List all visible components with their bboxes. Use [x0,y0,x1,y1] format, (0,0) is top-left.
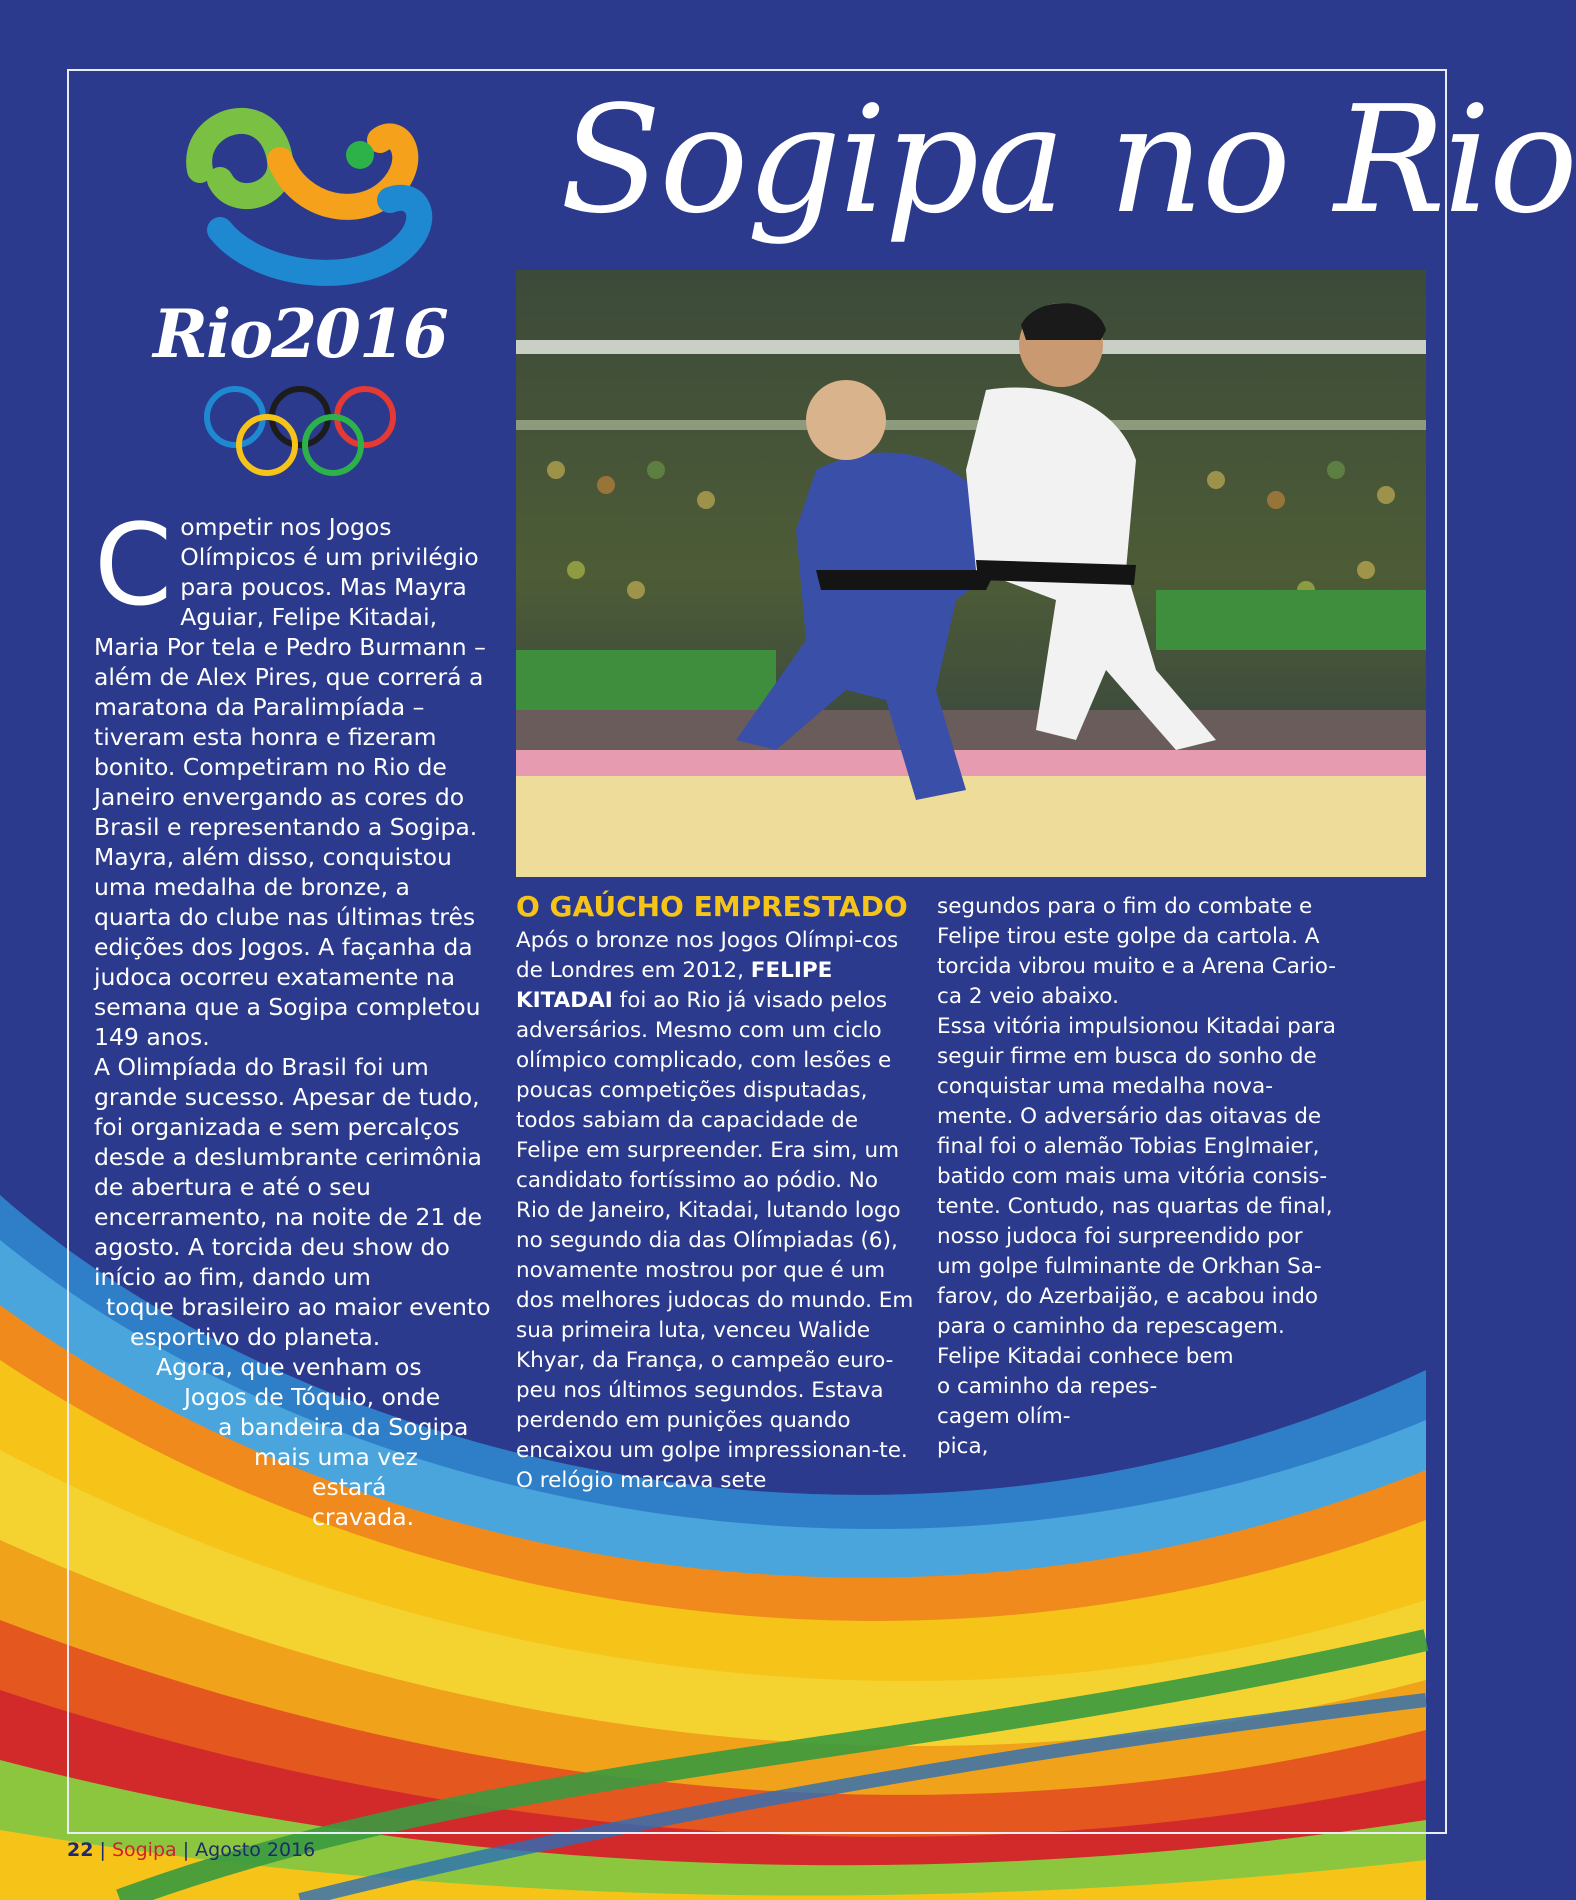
athlete-name: FELIPE KITADAI [516,958,833,1013]
closing-line: cagem olím- [937,1404,1071,1429]
article-text: Após o bronze nos Jogos Olímpi-cos de Londres em 2012, [516,928,899,983]
rio2016-emblem-icon [150,100,450,290]
closing-line: a bandeira da Sogipa [218,1413,469,1441]
olympic-rings-icon [150,385,450,485]
article-closing [937,1342,1337,1462]
article-heading: O GAÚCHO EMPRESTADO [516,890,908,923]
drop-cap: C [94,501,173,631]
article-text: foi ao Rio já visado pelos adversários. Mesmo com um ciclo olímpico complicado, com lesões e poucas competições disputadas, todos sabiam da capacidade de Felipe em surpreender. Era sim, um candidato fortíssimo ao pódio. No Rio de Janeiro, Kitadai, lutando logo no segundo dia das Olímpiadas (6), novamente mostrou por que é um dos melhores judocas do mundo. Em sua primeira luta, venceu Walide Khyar, da França, o campeão euro-peu nos últimos segundos. Estava perdendo em punições quando encaixou um golpe impressionan-te. O relógio marcava sete [516,988,914,1493]
footer-separator: | [176,1839,196,1861]
article-column-1 [516,892,916,1496]
page-title: Sogipa no Rio [560,74,1576,246]
footer-separator: | [93,1839,112,1861]
closing-line: esportivo do planeta. [130,1323,381,1351]
article-paragraph: segundos para o fim do combate e Felipe tirou este golpe da cartola. A torcida vibrou muito e a Arena Cario-ca 2 veio abaixo. [937,894,1337,1009]
intro-column [94,501,494,1532]
rio2016-wordmark: Rio2016 [153,295,447,373]
page-footer [67,1836,315,1864]
article-paragraph [516,926,916,1496]
intro-closing-lines [94,1292,494,1532]
intro-paragraph-2: A Olimpíada do Brasil foi um grande sucesso. Apesar de tudo, foi organizada e sem percalços desde a deslumbrante cerimônia de abertura e até o seu encerramento, na noite de 21 de agosto. A torcida deu show do início ao fim, dando um [94,1053,483,1291]
article-paragraph: Essa vitória impulsionou Kitadai para seguir firme em busca do sonho de conquistar uma medalha nova-mente. O adversário das oitavas de final foi o alemão Tobias Englmaier, batido com mais uma vitória consis-tente. Contudo, nas quartas de final, nosso judoca foi surpreendido por um golpe fulminante de Orkhan Sa-farov, do Azerbaijão, e acabou indo para o caminho da repescagem. [937,1014,1336,1339]
closing-line: Jogos de Tóquio, onde [184,1383,441,1411]
intro-paragraph: ompetir nos Jogos Olímpicos é um privilégio para poucos. Mas Mayra Aguiar, Felipe Kitadai, Maria Por tela e Pedro Burmann – além de Alex Pires, que correrá a maratona da Paralimpíada – tiveram esta honra e fizeram bonito. Competiram no Rio de Janeiro envergando as cores do Brasil e representando a Sogipa. Mayra, além disso, conquistou uma medalha de bronze, a quarta do clube nas últimas três edições dos Jogos. A façanha da judoca ocorreu exatamente na semana que a Sogipa completou 149 anos. [94,513,486,1051]
closing-line: pica, [937,1434,989,1459]
judo-match-photo [516,270,1426,877]
closing-line: mais uma vez [254,1443,418,1471]
footer-date: Agosto 2016 [195,1839,316,1861]
closing-line: Agora, que venham os [156,1353,422,1381]
article-column-2 [937,892,1337,1462]
rio2016-logo [150,100,450,480]
footer-brand: Sogipa [111,1839,177,1861]
closing-line: toque brasileiro ao maior evento [106,1293,491,1321]
closing-line: o caminho da repes- [937,1374,1158,1399]
closing-line: estará cravada. [312,1473,415,1531]
page-number: 22 [67,1839,94,1861]
closing-line: Felipe Kitadai conhece bem [937,1344,1234,1369]
